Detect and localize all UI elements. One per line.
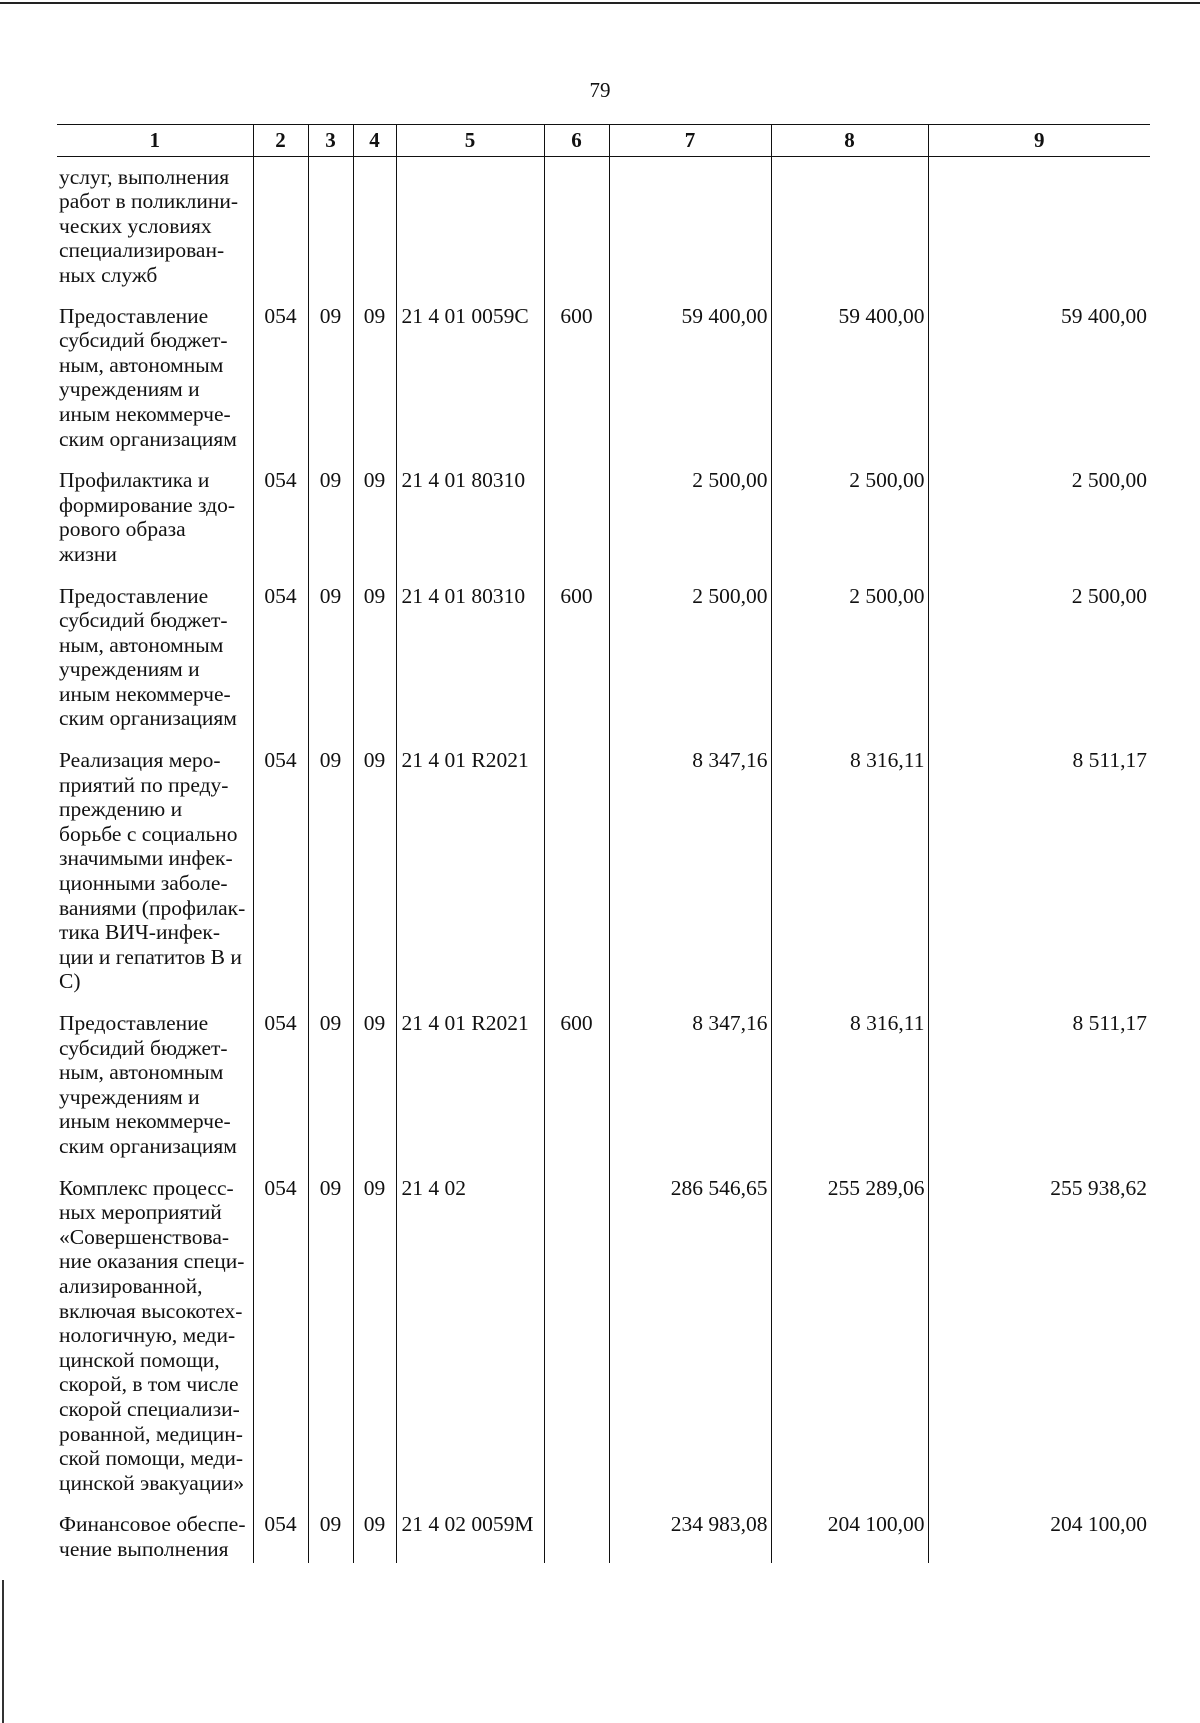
subsection-code-cell: 09 bbox=[353, 1176, 396, 1513]
section-code-cell: 09 bbox=[308, 468, 353, 583]
amount-col7-cell: 8 347,16 bbox=[609, 1011, 771, 1176]
expense-type-cell bbox=[544, 468, 609, 583]
target-article-cell: 21 4 02 bbox=[396, 1176, 544, 1513]
amount-col8-cell: 8 316,11 bbox=[771, 748, 928, 1011]
section-code-cell bbox=[308, 156, 353, 303]
table-row bbox=[57, 1512, 1150, 1563]
amount-col8-cell: 8 316,11 bbox=[771, 1011, 928, 1176]
row-name-cell: Финансовое обеспе- чение выполнения bbox=[59, 1512, 246, 1561]
admin-code-cell bbox=[253, 156, 308, 303]
amount-col7-cell: 2 500,00 bbox=[609, 584, 771, 749]
table-row bbox=[57, 1176, 1150, 1513]
amount-col7-cell: 234 983,08 bbox=[609, 1512, 771, 1563]
section-code-cell: 09 bbox=[308, 584, 353, 749]
table-header-row bbox=[57, 125, 1150, 157]
target-article-cell: 21 4 01 80310 bbox=[396, 468, 544, 583]
admin-code-cell: 054 bbox=[253, 468, 308, 583]
expense-type-cell: 600 bbox=[544, 304, 609, 469]
amount-col9-cell: 2 500,00 bbox=[928, 468, 1150, 583]
amount-col9-cell: 8 511,17 bbox=[928, 748, 1150, 1011]
row-name-cell: Профилактика и формирование здо- рового образа жизни bbox=[59, 468, 236, 566]
admin-code-cell: 054 bbox=[253, 304, 308, 469]
subsection-code-cell: 09 bbox=[353, 584, 396, 749]
target-article-cell: 21 4 02 0059М bbox=[396, 1512, 544, 1563]
expense-type-cell: 600 bbox=[544, 584, 609, 749]
amount-col7-cell bbox=[609, 156, 771, 303]
amount-col9-cell: 2 500,00 bbox=[928, 584, 1150, 749]
amount-col8-cell: 255 289,06 bbox=[771, 1176, 928, 1513]
expense-type-cell bbox=[544, 1512, 609, 1563]
section-code-cell: 09 bbox=[308, 1512, 353, 1563]
amount-col8-cell: 59 400,00 bbox=[771, 304, 928, 469]
target-article-cell: 21 4 01 R2021 bbox=[396, 1011, 544, 1176]
amount-col9-cell: 59 400,00 bbox=[928, 304, 1150, 469]
subsection-code-cell: 09 bbox=[353, 1011, 396, 1176]
row-name-cell: Предоставление субсидий бюджет- ным, автономным учреждениям и иным некоммерче- ским организациям bbox=[59, 583, 237, 731]
subsection-code-cell bbox=[353, 156, 396, 303]
amount-col8-cell: 2 500,00 bbox=[771, 584, 928, 749]
column-header-4: 4 bbox=[353, 125, 396, 157]
amount-col9-cell: 8 511,17 bbox=[928, 1011, 1150, 1176]
table-row bbox=[57, 1011, 1150, 1176]
amount-col8-cell: 204 100,00 bbox=[771, 1512, 928, 1563]
admin-code-cell: 054 bbox=[253, 584, 308, 749]
row-name-cell: услуг, выполнения работ в поликлини- ческих условиях специализирован- ных служб bbox=[59, 164, 239, 287]
row-name-cell: Комплекс процесс- ных мероприятий «Совершенствова- ние оказания специ- ализированной, включая высокотех- нологичную, меди- цинской помощи, скорой, в том числе скорой специализи- рованной, медицин- ской помощи, меди- цинской эвакуации» bbox=[59, 1175, 245, 1495]
amount-col9-cell: 204 100,00 bbox=[928, 1512, 1150, 1563]
admin-code-cell: 054 bbox=[253, 748, 308, 1011]
column-header-2: 2 bbox=[253, 125, 308, 157]
admin-code-cell: 054 bbox=[253, 1011, 308, 1176]
expense-type-cell bbox=[544, 1176, 609, 1513]
target-article-cell: 21 4 01 R2021 bbox=[396, 748, 544, 1011]
table-row bbox=[57, 748, 1150, 1011]
amount-col9-cell bbox=[928, 156, 1150, 303]
budget-table bbox=[57, 124, 1150, 1563]
column-header-6: 6 bbox=[544, 125, 609, 157]
table-row bbox=[57, 304, 1150, 469]
subsection-code-cell: 09 bbox=[353, 1512, 396, 1563]
column-header-8: 8 bbox=[771, 125, 928, 157]
row-name-cell: Предоставление субсидий бюджет- ным, автономным учреждениям и иным некоммерче- ским организациям bbox=[59, 303, 237, 451]
table-row bbox=[57, 584, 1150, 749]
amount-col8-cell bbox=[771, 156, 928, 303]
section-code-cell: 09 bbox=[308, 748, 353, 1011]
amount-col7-cell: 2 500,00 bbox=[609, 468, 771, 583]
table-row bbox=[57, 468, 1150, 583]
subsection-code-cell: 09 bbox=[353, 304, 396, 469]
subsection-code-cell: 09 bbox=[353, 748, 396, 1011]
column-header-7: 7 bbox=[609, 125, 771, 157]
row-name-cell: Предоставление субсидий бюджет- ным, автономным учреждениям и иным некоммерче- ским организациям bbox=[59, 1011, 237, 1158]
expense-type-cell bbox=[544, 748, 609, 1011]
section-code-cell: 09 bbox=[308, 1011, 353, 1176]
amount-col7-cell: 59 400,00 bbox=[609, 304, 771, 469]
target-article-cell: 21 4 01 0059С bbox=[396, 304, 544, 469]
target-article-cell: 21 4 01 80310 bbox=[396, 584, 544, 749]
amount-col8-cell: 2 500,00 bbox=[771, 468, 928, 583]
subsection-code-cell: 09 bbox=[353, 468, 396, 583]
admin-code-cell: 054 bbox=[253, 1176, 308, 1513]
column-header-3: 3 bbox=[308, 125, 353, 157]
target-article-cell bbox=[396, 156, 544, 303]
amount-col9-cell: 255 938,62 bbox=[928, 1176, 1150, 1513]
column-header-5: 5 bbox=[396, 125, 544, 157]
page-number: 79 bbox=[589, 78, 611, 102]
expense-type-cell bbox=[544, 156, 609, 303]
top-border-line bbox=[0, 2, 1200, 4]
section-code-cell: 09 bbox=[308, 304, 353, 469]
row-name-cell: Реализация меро- приятий по преду- преждению и борьбе с социально значимыми инфек- ционными заболе- ваниями (профилак- тика ВИЧ-инфек- ции и гепатитов В и С) bbox=[59, 748, 246, 994]
section-code-cell: 09 bbox=[308, 1176, 353, 1513]
expense-type-cell: 600 bbox=[544, 1011, 609, 1176]
column-header-9: 9 bbox=[928, 125, 1150, 157]
column-header-1: 1 bbox=[57, 125, 253, 157]
table-row bbox=[57, 156, 1150, 303]
left-scan-edge-line bbox=[2, 1580, 4, 1723]
admin-code-cell: 054 bbox=[253, 1512, 308, 1563]
amount-col7-cell: 8 347,16 bbox=[609, 748, 771, 1011]
amount-col7-cell: 286 546,65 bbox=[609, 1176, 771, 1513]
